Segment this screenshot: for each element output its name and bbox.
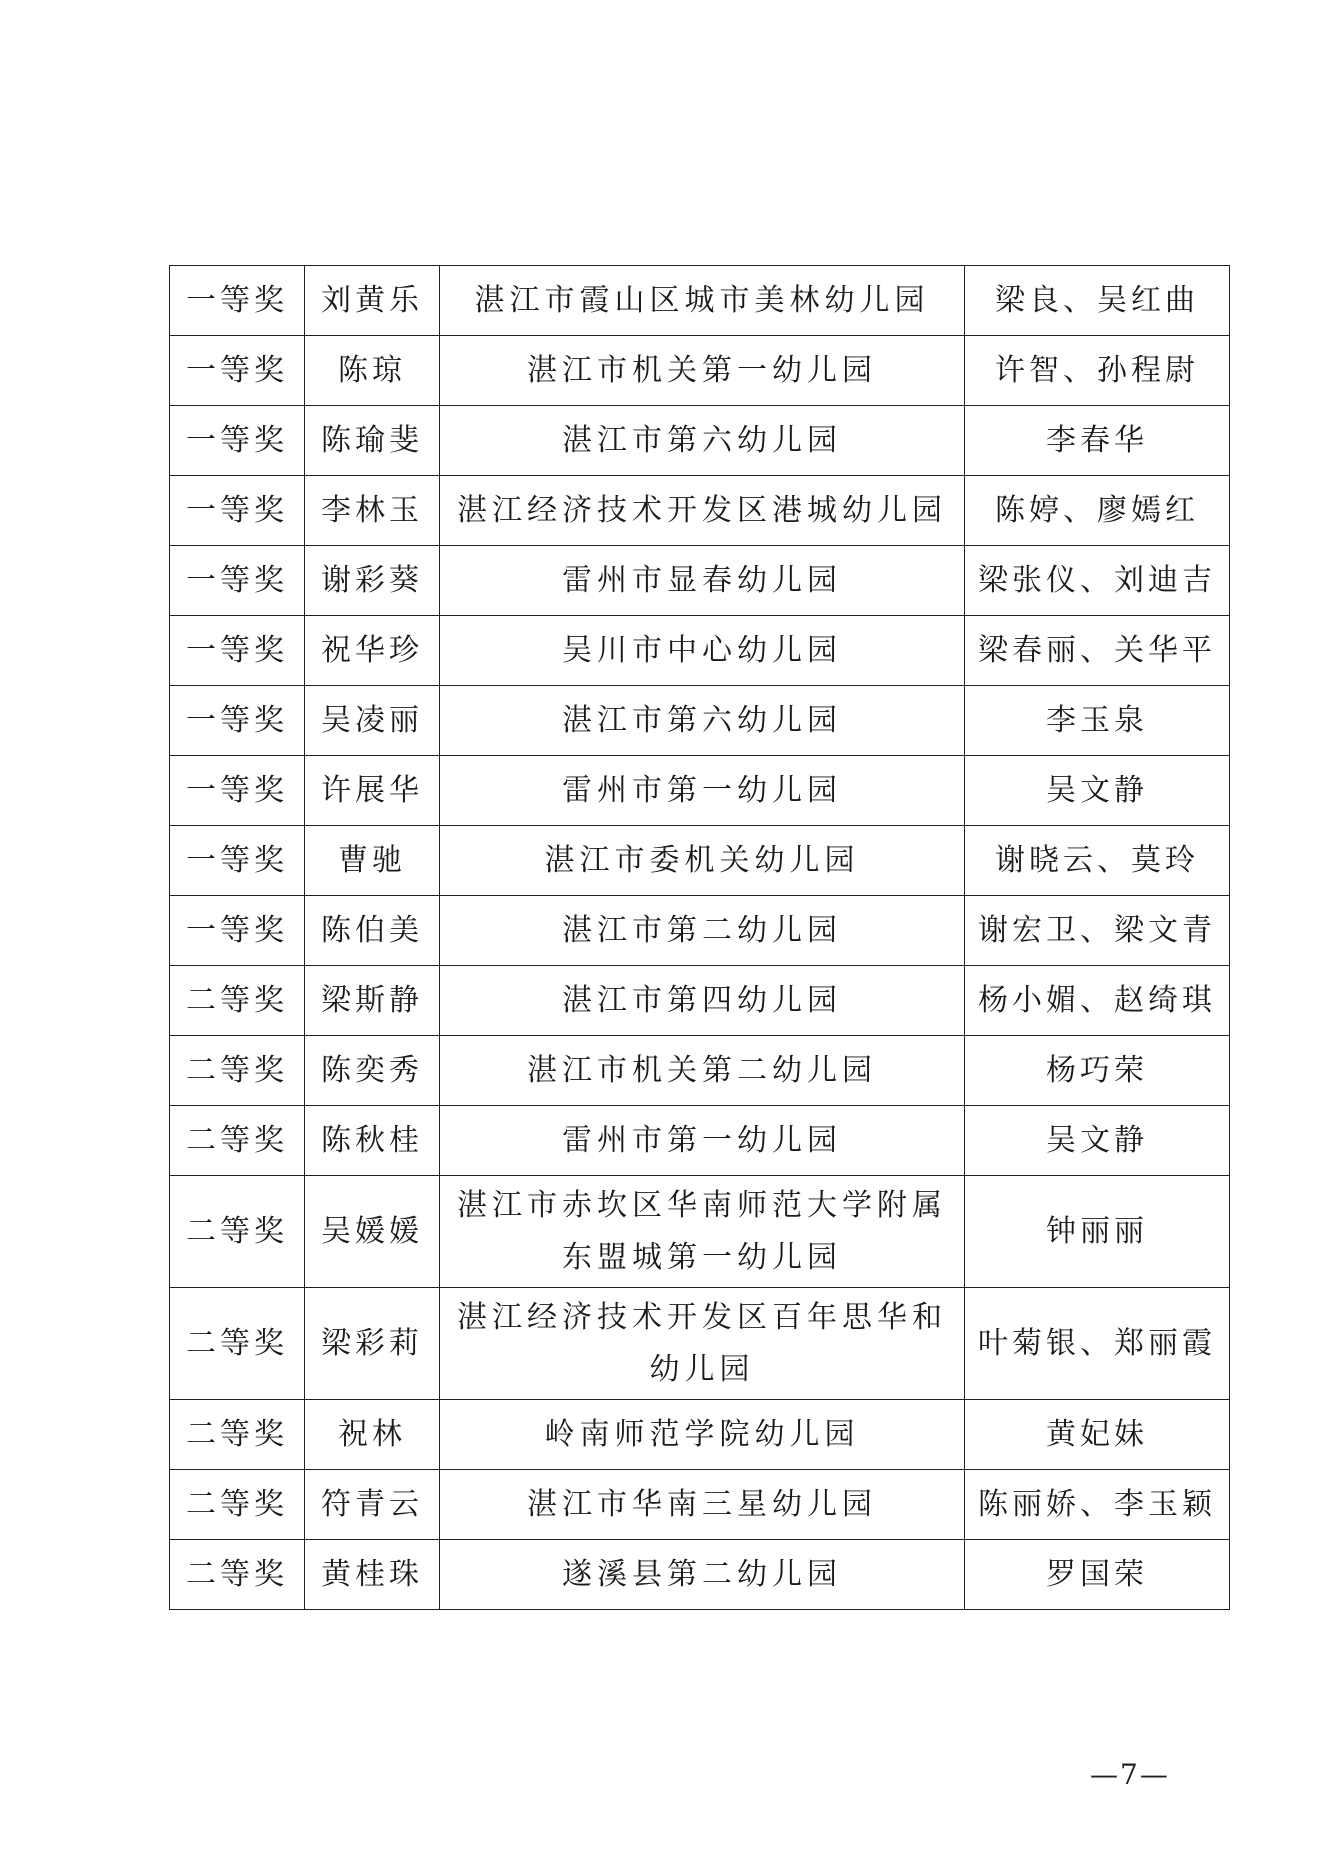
name-cell: 陈琼 xyxy=(305,336,440,406)
school-cell: 雷州市第一幼儿园 xyxy=(440,756,965,826)
table-row xyxy=(170,1176,1230,1288)
award-cell: 一等奖 xyxy=(170,616,305,686)
advisor-cell: 杨小媚、赵绮琪 xyxy=(965,966,1230,1036)
advisor-cell: 许智、孙程尉 xyxy=(965,336,1230,406)
advisor-cell: 谢宏卫、梁文青 xyxy=(965,896,1230,966)
table-row xyxy=(170,1400,1230,1470)
name-cell: 李林玉 xyxy=(305,476,440,546)
advisor-cell: 李春华 xyxy=(965,406,1230,476)
school-cell: 湛江市机关第一幼儿园 xyxy=(440,336,965,406)
award-cell: 一等奖 xyxy=(170,686,305,756)
name-cell: 吴凌丽 xyxy=(305,686,440,756)
table-row xyxy=(170,1106,1230,1176)
advisor-cell: 杨巧荣 xyxy=(965,1036,1230,1106)
table-row xyxy=(170,756,1230,826)
award-cell: 一等奖 xyxy=(170,896,305,966)
award-cell: 一等奖 xyxy=(170,336,305,406)
award-cell: 二等奖 xyxy=(170,1036,305,1106)
name-cell: 刘黄乐 xyxy=(305,266,440,336)
table-row xyxy=(170,336,1230,406)
school-cell: 雷州市显春幼儿园 xyxy=(440,546,965,616)
award-cell: 二等奖 xyxy=(170,1106,305,1176)
school-cell: 雷州市第一幼儿园 xyxy=(440,1106,965,1176)
award-cell: 一等奖 xyxy=(170,826,305,896)
school-cell: 吴川市中心幼儿园 xyxy=(440,616,965,686)
table-row xyxy=(170,266,1230,336)
school-cell: 湛江市华南三星幼儿园 xyxy=(440,1470,965,1540)
advisor-cell: 吴文静 xyxy=(965,1106,1230,1176)
school-cell: 遂溪县第二幼儿园 xyxy=(440,1540,965,1610)
table-row xyxy=(170,686,1230,756)
award-cell: 一等奖 xyxy=(170,406,305,476)
name-cell: 陈奕秀 xyxy=(305,1036,440,1106)
school-cell: 湛江市第四幼儿园 xyxy=(440,966,965,1036)
table-row xyxy=(170,826,1230,896)
advisor-cell: 梁良、吴红曲 xyxy=(965,266,1230,336)
award-cell: 二等奖 xyxy=(170,1470,305,1540)
school-cell: 岭南师范学院幼儿园 xyxy=(440,1400,965,1470)
advisor-cell: 陈丽娇、李玉颖 xyxy=(965,1470,1230,1540)
name-cell: 祝林 xyxy=(305,1400,440,1470)
name-cell: 祝华珍 xyxy=(305,616,440,686)
table-row xyxy=(170,406,1230,476)
name-cell: 谢彩葵 xyxy=(305,546,440,616)
name-cell: 符青云 xyxy=(305,1470,440,1540)
advisor-cell: 钟丽丽 xyxy=(965,1176,1230,1288)
name-cell: 陈秋桂 xyxy=(305,1106,440,1176)
name-cell: 曹驰 xyxy=(305,826,440,896)
table-row xyxy=(170,616,1230,686)
advisor-cell: 罗国荣 xyxy=(965,1540,1230,1610)
name-cell: 陈瑜斐 xyxy=(305,406,440,476)
award-cell: 二等奖 xyxy=(170,1176,305,1288)
advisor-cell: 梁春丽、关华平 xyxy=(965,616,1230,686)
name-cell: 吴媛媛 xyxy=(305,1176,440,1288)
advisor-cell: 叶菊银、郑丽霞 xyxy=(965,1288,1230,1400)
award-cell: 一等奖 xyxy=(170,756,305,826)
advisor-cell: 梁张仪、刘迪吉 xyxy=(965,546,1230,616)
table-row xyxy=(170,966,1230,1036)
award-cell: 二等奖 xyxy=(170,1540,305,1610)
school-cell: 湛江经济技术开发区港城幼儿园 xyxy=(440,476,965,546)
award-cell: 一等奖 xyxy=(170,546,305,616)
school-cell: 湛江市第六幼儿园 xyxy=(440,406,965,476)
table-row xyxy=(170,1036,1230,1106)
table-row xyxy=(170,896,1230,966)
advisor-cell: 陈婷、廖嫣红 xyxy=(965,476,1230,546)
table-row xyxy=(170,1288,1230,1400)
name-cell: 陈伯美 xyxy=(305,896,440,966)
name-cell: 黄桂珠 xyxy=(305,1540,440,1610)
advisor-cell: 李玉泉 xyxy=(965,686,1230,756)
school-cell: 湛江市委机关幼儿园 xyxy=(440,826,965,896)
school-cell: 湛江市赤坎区华南师范大学附属东盟城第一幼儿园 xyxy=(440,1176,965,1288)
table-row xyxy=(170,1540,1230,1610)
table-row xyxy=(170,1470,1230,1540)
school-cell: 湛江市机关第二幼儿园 xyxy=(440,1036,965,1106)
school-cell: 湛江市第六幼儿园 xyxy=(440,686,965,756)
table-row xyxy=(170,476,1230,546)
school-cell: 湛江市霞山区城市美林幼儿园 xyxy=(440,266,965,336)
award-table xyxy=(169,265,1230,1610)
name-cell: 梁彩莉 xyxy=(305,1288,440,1400)
award-cell: 二等奖 xyxy=(170,1288,305,1400)
table-row xyxy=(170,546,1230,616)
name-cell: 梁斯静 xyxy=(305,966,440,1036)
name-cell: 许展华 xyxy=(305,756,440,826)
advisor-cell: 黄妃妹 xyxy=(965,1400,1230,1470)
page-number: —7— xyxy=(1090,1758,1170,1791)
award-cell: 二等奖 xyxy=(170,1400,305,1470)
school-cell: 湛江市第二幼儿园 xyxy=(440,896,965,966)
award-cell: 一等奖 xyxy=(170,476,305,546)
school-cell: 湛江经济技术开发区百年思华和幼儿园 xyxy=(440,1288,965,1400)
award-cell: 一等奖 xyxy=(170,266,305,336)
advisor-cell: 谢晓云、莫玲 xyxy=(965,826,1230,896)
advisor-cell: 吴文静 xyxy=(965,756,1230,826)
award-cell: 二等奖 xyxy=(170,966,305,1036)
